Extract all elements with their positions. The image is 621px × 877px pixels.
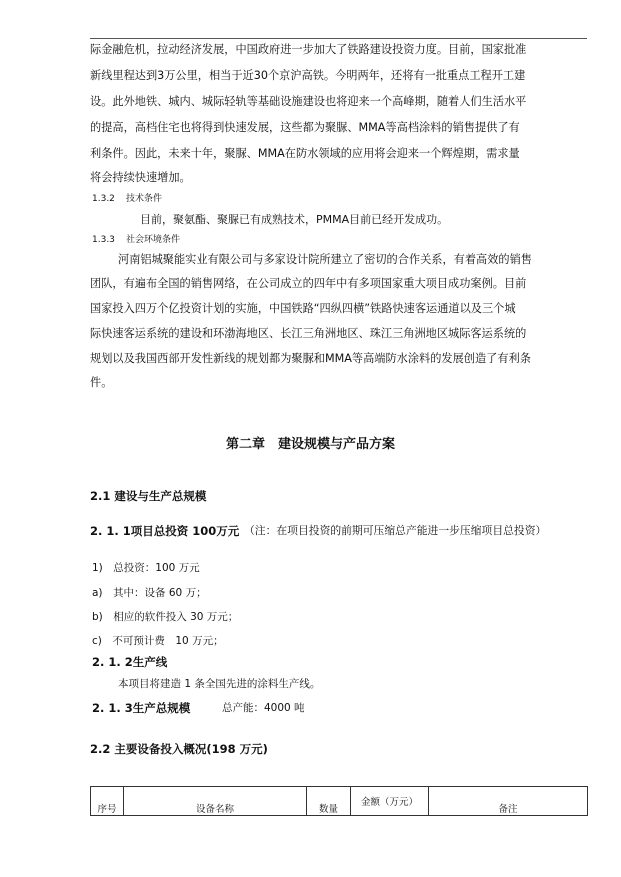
text-line: 利条件。因此，未来十年，聚脲、MMA在防水领域的应用将会迎来一个辉煌期，需求量 — [90, 147, 520, 160]
text-line: 件。 — [90, 376, 113, 389]
text-line: 际金融危机，拉动经济发展，中国政府进一步加大了铁路建设投资力度。目前，国家批准 — [90, 43, 527, 56]
text-line: 际快速客运系统的建设和环渤海地区、长江三角洲地区、珠江三角洲地区城际客运系统的 — [90, 327, 527, 340]
invest-item: 1) 总投资：100 万元 — [92, 562, 200, 574]
header-rule — [90, 38, 587, 39]
heading-2-1-3: 2. 1. 3生产总规模 — [92, 701, 191, 715]
text-line: 将会持续快速增加。 — [90, 171, 191, 184]
text-line: 设。此外地铁、城内、城际轻轨等基础设施建设也将迎来一个高峰期，随着人们生活水平 — [90, 95, 527, 108]
heading-note: （注：在项目投资的前期可压缩总产能进一步压缩项目总投资） — [244, 524, 547, 537]
heading-2-1: 2.1 建设与生产总规模 — [90, 489, 207, 503]
heading-2-1-1: 2. 1. 1项目总投资 100万元 — [90, 524, 240, 538]
text-line: 的提高，高档住宅也将得到快速发展，这些都为聚脲、MMA等高档涂料的销售提供了有 — [90, 121, 520, 134]
text-line: 新线里程达到3万公里，相当于近30个京沪高铁。今明两年，还将有一批重点工程开工建 — [90, 69, 526, 82]
capacity-text: 总产能：4000 吨 — [222, 702, 305, 714]
text-line: 规划以及我国西部开发性新线的规划都为聚脲和MMA等高端防水涂料的发展创造了有利条 — [90, 352, 531, 365]
chapter-title: 第二章 建设规模与产品方案 — [225, 437, 395, 452]
section-number: 1.3.3 — [92, 235, 115, 245]
table-header-row — [91, 787, 588, 816]
invest-item: b) 相应的软件投入 30 万元； — [92, 611, 239, 623]
col-header-qty: 数量 — [307, 787, 351, 816]
heading-2-1-2: 2. 1. 2生产线 — [92, 655, 168, 669]
section-heading: 技术条件 — [126, 194, 163, 204]
tech-text: 目前，聚氨酯、聚脲已有成熟技术，PMMA目前已经开发成功。 — [140, 213, 449, 226]
col-header-note: 备注 — [429, 787, 588, 816]
invest-item: a) 其中：设备 60 万； — [92, 587, 207, 599]
production-line-text: 本项目将建造 1 条全国先进的涂料生产线。 — [118, 678, 321, 690]
equipment-table — [90, 786, 588, 816]
invest-item: c) 不可预计费 10 万元； — [92, 635, 224, 647]
section-heading: 社会环境条件 — [126, 235, 181, 245]
col-header-seq: 序号 — [91, 787, 124, 816]
heading-2-2: 2.2 主要设备投入概况(198 万元) — [90, 742, 268, 756]
text-line: 国家投入四万个亿投资计划的实施，中国铁路“四纵四横”铁路快速客运通道以及三个城 — [90, 302, 516, 315]
col-header-amount: 金额（万元） — [351, 787, 429, 816]
col-header-name: 设备名称 — [124, 787, 307, 816]
section-number: 1.3.2 — [92, 194, 115, 204]
text-line: 团队，有遍布全国的销售网络，在公司成立的四年中有多项国家重大项目成功案例。目前 — [90, 277, 527, 290]
text-line: 河南铝城聚能实业有限公司与多家设计院所建立了密切的合作关系，有着高效的销售 — [118, 253, 532, 266]
